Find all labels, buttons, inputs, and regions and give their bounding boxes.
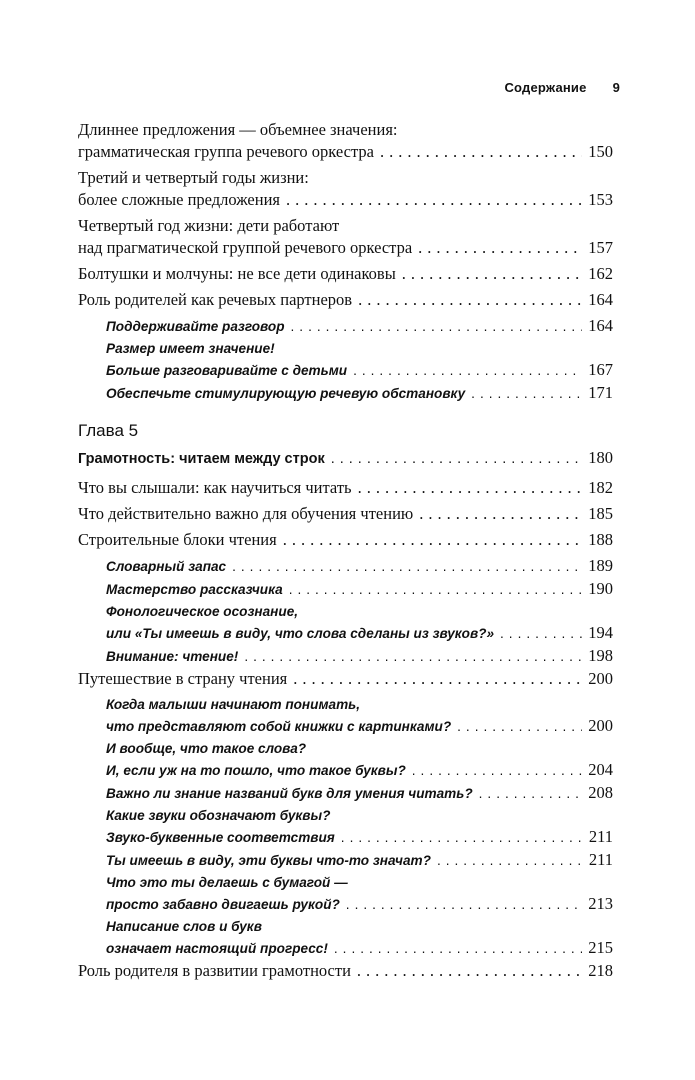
toc-subentry[interactable] (78, 916, 613, 959)
toc-entry[interactable] (78, 529, 613, 551)
chapter-title[interactable] (78, 446, 613, 471)
toc-entry[interactable] (78, 263, 613, 285)
entry-title-line: Фонологическое осознание, (106, 604, 299, 619)
entry-title-line: Словарный запас (106, 559, 227, 574)
entry-title-line: Мастерство рассказчика (106, 582, 283, 597)
dot-leader (341, 827, 583, 848)
toc-entry[interactable] (78, 167, 613, 211)
chapter-label: Глава 5 (78, 421, 139, 440)
dot-leader (244, 646, 582, 667)
entry-page-number: 194 (588, 623, 613, 642)
entry-title-line: Строительные блоки чтения (78, 530, 277, 549)
entry-page-number: 198 (588, 646, 613, 665)
entry-title-line: Болтушки и молчуны: не все дети одинаковы (78, 264, 396, 283)
entry-title-line: Размер имеет значение! (106, 341, 275, 356)
toc-subentry[interactable] (78, 805, 613, 848)
toc-subentry[interactable] (78, 782, 613, 804)
entry-page-number: 218 (588, 961, 613, 980)
entry-title-line: И, если уж на то пошло, что такое буквы? (106, 763, 406, 778)
toc-subentry[interactable] (78, 645, 613, 667)
toc-entry[interactable] (78, 668, 613, 690)
dot-leader (289, 579, 583, 600)
entry-page-number: 204 (588, 760, 613, 779)
dot-leader (293, 668, 582, 690)
entry-title-line: просто забавно двигаешь рукой? (106, 897, 340, 912)
entry-page-number: 167 (588, 360, 613, 379)
dot-leader (419, 503, 582, 525)
entry-page-number: 182 (588, 478, 613, 497)
entry-page-number: 200 (588, 716, 613, 735)
toc-subentry[interactable] (78, 578, 613, 600)
entry-page-number: 150 (588, 142, 613, 161)
table-of-contents (78, 119, 613, 986)
entry-title-line: Поддерживайте разговор (106, 319, 285, 334)
dot-leader (402, 263, 582, 285)
toc-subentry[interactable] (78, 382, 613, 404)
entry-page-number: 189 (588, 556, 613, 575)
entry-page-number: 164 (588, 316, 613, 335)
entry-title-line: Важно ли знание названий букв для умения читать? (106, 786, 473, 801)
entry-title-line: И вообще, что такое слова? (106, 741, 307, 756)
entry-title-line: Четвертый год жизни: дети работают (78, 216, 340, 235)
dot-leader (412, 760, 582, 781)
dot-leader (346, 894, 582, 915)
entry-page-number: 171 (588, 383, 613, 402)
toc-subentry[interactable] (78, 315, 613, 337)
entry-page-number: 190 (588, 579, 613, 598)
dot-leader (380, 141, 582, 163)
entry-page-number: 180 (588, 448, 613, 467)
entry-title-line: над прагматической группой речевого оркестра (78, 238, 413, 257)
entry-title-line: Внимание: чтение! (106, 649, 239, 664)
entry-title-line: грамматическая группа речевого оркестра (78, 142, 374, 161)
dot-leader (232, 556, 582, 577)
entry-title-line: Третий и четвертый годы жизни: (78, 168, 309, 187)
entry-title-line: что представляют собой книжки с картинками? (106, 719, 452, 734)
dot-leader (471, 383, 582, 404)
toc-entry[interactable] (78, 960, 613, 982)
entry-page-number: 153 (588, 190, 613, 209)
section-title: Содержание (504, 80, 587, 95)
toc-subentry[interactable] (78, 872, 613, 915)
toc-subentry[interactable] (78, 849, 613, 871)
entry-page-number: 157 (588, 238, 613, 257)
dot-leader (358, 477, 583, 499)
entry-title-line: Длиннее предложения — объемнее значения: (78, 120, 398, 139)
toc-subentry[interactable] (78, 601, 613, 644)
dot-leader (457, 716, 582, 737)
entry-page-number: 185 (588, 504, 613, 523)
entry-title-line: Какие звуки обозначают буквы? (106, 808, 331, 823)
page-number: 9 (612, 80, 620, 95)
entry-title-line: Обеспечьте стимулирующую речевую обстановку (106, 386, 466, 401)
dot-leader (418, 237, 582, 259)
dot-leader (500, 623, 582, 644)
entry-title-line: Грамотность: читаем между строк (78, 451, 325, 467)
entry-title-line: Больше разговаривайте с детьми (106, 363, 348, 378)
dot-leader (437, 850, 583, 871)
running-head (504, 80, 620, 95)
toc-entry[interactable] (78, 477, 613, 499)
entry-title-line: означает настоящий прогресс! (106, 941, 328, 956)
entry-title-line: Звуко-буквенные соответствия (106, 830, 335, 845)
toc-subentry[interactable] (78, 338, 613, 381)
dot-leader (331, 447, 583, 471)
toc-entry[interactable] (78, 215, 613, 259)
entry-title-line: более сложные предложения (78, 190, 281, 209)
dot-leader (353, 360, 582, 381)
dot-leader (286, 189, 582, 211)
entry-title-line: Что это ты делаешь с бумагой — (106, 875, 348, 890)
entry-title-line: Путешествие в страну чтения (78, 669, 288, 688)
entry-page-number: 208 (588, 783, 613, 802)
toc-subentry[interactable] (78, 555, 613, 577)
dot-leader (357, 960, 582, 982)
entry-page-number: 215 (588, 938, 613, 957)
entry-page-number: 188 (588, 530, 613, 549)
entry-page-number: 213 (588, 894, 613, 913)
entry-page-number: 162 (588, 264, 613, 283)
entry-title-line: Что вы слышали: как научиться читать (78, 478, 352, 497)
toc-subentry[interactable] (78, 694, 613, 737)
toc-subentry[interactable] (78, 738, 613, 781)
entry-page-number: 211 (588, 827, 613, 846)
toc-entry[interactable] (78, 503, 613, 525)
toc-entry[interactable] (78, 289, 613, 311)
dot-leader (479, 783, 583, 804)
entry-page-number: 200 (588, 669, 613, 688)
entry-title-line: Написание слов и букв (106, 919, 262, 934)
entry-page-number: 164 (588, 290, 613, 309)
entry-title-line: или «Ты имеешь в виду, что слова сделаны из звуков?» (106, 626, 495, 641)
entry-page-number: 211 (588, 850, 613, 869)
entry-title-line: Роль родителя в развитии грамотности (78, 961, 351, 980)
entry-title-line: Что действительно важно для обучения чтению (78, 504, 414, 523)
dot-leader (291, 316, 583, 337)
entry-title-line: Когда малыши начинают понимать, (106, 697, 360, 712)
dot-leader (334, 938, 582, 959)
dot-leader (358, 289, 582, 311)
entry-title-line: Роль родителей как речевых партнеров (78, 290, 353, 309)
dot-leader (283, 529, 583, 551)
toc-entry[interactable] (78, 119, 613, 163)
entry-title-line: Ты имеешь в виду, эти буквы что-то значат? (106, 853, 431, 868)
